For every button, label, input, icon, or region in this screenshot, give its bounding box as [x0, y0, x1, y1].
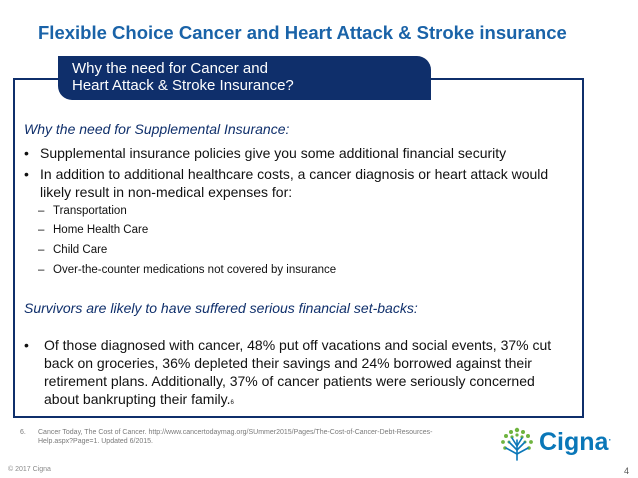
section-heading-supplemental: Why the need for Supplemental Insurance: [24, 121, 290, 137]
logo-wordmark [539, 428, 611, 457]
dash-marker: – [38, 264, 45, 276]
sub-bullet-text: Child Care [53, 244, 108, 256]
callout-box [58, 56, 431, 100]
footnote-reference: 6 [230, 400, 234, 406]
bullet-item [24, 336, 569, 408]
sub-bullet-item [38, 224, 148, 236]
bullet-dot: • [24, 337, 29, 353]
copyright: © 2017 Cigna [8, 466, 51, 473]
bullet-text: In addition to additional healthcare costs, a cancer diagnosis or heart attack would likely result in non-medical expenses for: [40, 166, 549, 200]
slide-title: Flexible Choice Cancer and Heart Attack & Stroke insurance [38, 22, 567, 43]
logo-dot: . [608, 432, 611, 443]
dash-marker: – [38, 244, 45, 256]
sub-bullet-text: Over-the-counter medications not covered by insurance [53, 264, 337, 276]
bullet-item [24, 165, 569, 201]
cigna-logo [497, 424, 617, 466]
callout-line-1: Why the need for Cancer and [72, 60, 268, 77]
callout-line-2: Heart Attack & Stroke Insurance? [72, 77, 294, 94]
page-number: 4 [624, 466, 630, 476]
footnote [20, 428, 440, 446]
dash-marker: – [38, 224, 45, 236]
bullet-dot: • [24, 166, 29, 182]
section-heading-survivors: Survivors are likely to have suffered serious financial set-backs: [24, 300, 418, 316]
bullet-item [24, 144, 569, 162]
footnote-text: Cancer Today, The Cost of Cancer. http://www.cancertodaymag.org/SUmmer2015/Pages/The-Cost-of-Cancer-Debt-Resources-Help.aspx?Page=1. Updated 6/2015. [38, 429, 433, 445]
bullet-dot: • [24, 145, 29, 161]
tree-of-life-icon [497, 424, 537, 464]
footnote-number: 6. [20, 429, 26, 436]
bullet-text: Supplemental insurance policies give you some additional financial security [40, 145, 507, 161]
bullet-text [44, 336, 569, 408]
sub-bullet-item [38, 264, 336, 276]
dash-marker: – [38, 205, 45, 217]
sub-bullet-text: Home Health Care [53, 224, 149, 236]
sub-bullet-text: Transportation [53, 205, 127, 217]
sub-bullet-item [38, 244, 107, 256]
logo-wordmark-text: Cigna [539, 428, 609, 456]
sub-bullet-item [38, 205, 127, 217]
bullet-body: Of those diagnosed with cancer, 48% put off vacations and social events, 37% cut back on groceries, 36% depleted their savings and 24% borrowed against their retirement plans. Additionally, 37% of cancer patients were seriously concerned about bankrupting their family. [44, 337, 552, 407]
